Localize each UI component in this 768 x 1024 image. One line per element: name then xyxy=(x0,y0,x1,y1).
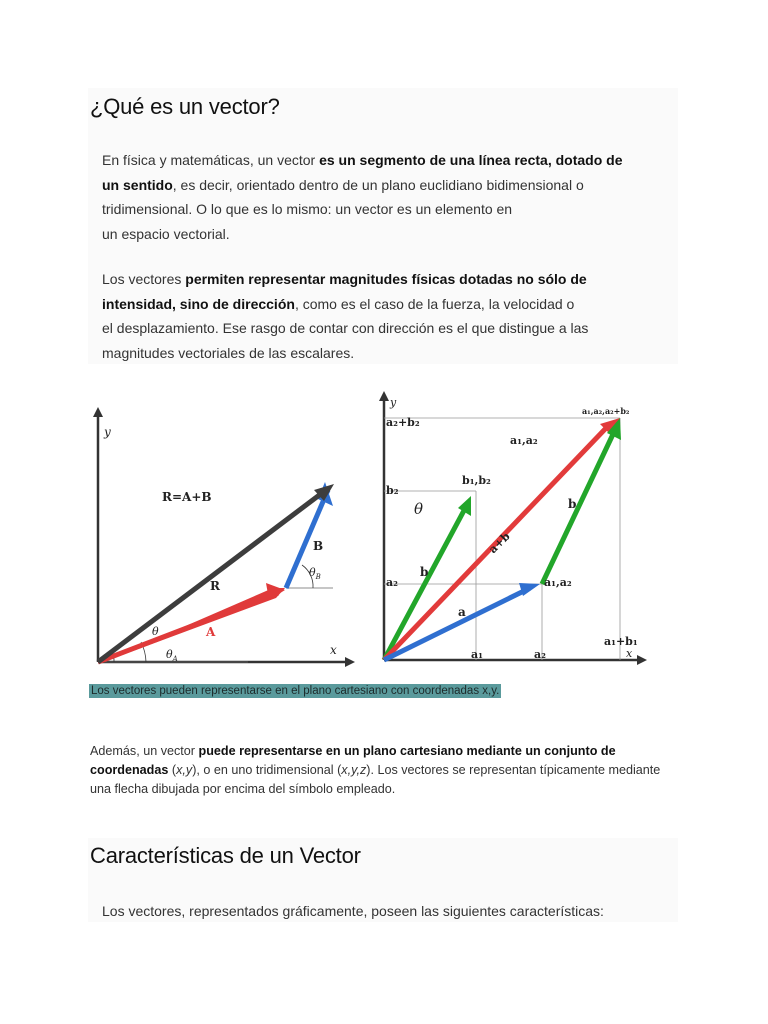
label-a-plus-b: a+b xyxy=(486,529,513,557)
figure-caption: Los vectores pueden representarse en el plano cartesiano con coordenadas x,y. xyxy=(91,685,500,697)
section2-heading: Características de un Vector xyxy=(90,843,361,868)
angle-theta-b-label: $\theta_B$ xyxy=(309,566,321,581)
paragraph-line: un espacio vectorial. xyxy=(102,225,230,242)
label-theta: θ xyxy=(414,500,424,518)
paragraph-line: tridimensional. O lo que es lo mismo: un vector es un elemento en xyxy=(102,201,513,218)
paragraph-line: En física y matemáticas, un vector es un segmento de una línea recta, dotado de xyxy=(102,152,623,168)
vector-r-label: R xyxy=(210,579,220,593)
paragraph-line: Los vectores permiten representar magnitudes físicas dotadas no sólo de xyxy=(102,271,587,287)
paragraph-line: intensidad, sino de dirección, como es el caso de la fuerza, la velocidad o xyxy=(102,295,575,312)
label-b2: b₂ xyxy=(386,484,399,497)
label-a2: a₂ xyxy=(386,576,398,589)
x-axis-label: x xyxy=(330,643,337,657)
axis-label-a1: a₁ xyxy=(471,648,483,661)
paragraph-line: el desplazamiento. Ese rasgo de contar con dirección es el que distingue a las xyxy=(102,320,589,337)
paragraph-line: un sentido, es decir, orientado dentro de un plano euclidiano bidimensional o xyxy=(102,176,584,193)
x-axis-label: x xyxy=(626,647,633,660)
vector-b-right xyxy=(542,430,615,584)
label-a1-a2-top: a₁,a₂ xyxy=(510,434,538,447)
vector-b-label: B xyxy=(313,539,324,553)
section1-paragraph-1 xyxy=(102,148,682,246)
y-axis-label: y xyxy=(104,425,111,439)
label-a: a xyxy=(458,605,466,619)
vector-a-shaft xyxy=(98,593,278,662)
label-b-left: b xyxy=(420,565,429,579)
vector-a-label: A xyxy=(206,625,216,639)
corner-label: a₁,a₂,a₂+b₂ xyxy=(582,406,630,416)
coordinates-paragraph: Además, un vector puede representarse en un plano cartesiano mediante un conjunto de coordenadas (x,y), o en uno tridimensional (x,y,z). Los vectores se representan típicamente mediante una flecha dibujada por encima del símbolo empleado. xyxy=(90,744,661,796)
label-a1-plus-b1: a₁+b₁ xyxy=(604,635,638,648)
axis-label-a2: a₂ xyxy=(534,648,546,661)
label-b1-b2: b₁,b₂ xyxy=(462,474,491,487)
label-b-right: b xyxy=(568,497,577,511)
section1-paragraph-2 xyxy=(102,267,682,365)
vector-sum-figure xyxy=(88,400,358,672)
label-a2-plus-b2: a₂+b₂ xyxy=(386,416,420,429)
y-axis-label: y xyxy=(390,396,397,409)
equation-label: R=A+B xyxy=(162,490,212,504)
section2-intro: Los vectores, representados gráficamente, poseen las siguientes características: xyxy=(102,903,604,919)
angle-theta-a-label: $\theta_A$ xyxy=(166,648,178,663)
paragraph-line: magnitudes vectoriales de las escalares. xyxy=(102,344,355,361)
label-a1-a2-mid: a₁,a₂ xyxy=(544,576,572,589)
angle-theta-label: θ xyxy=(152,625,159,638)
vector-components-figure xyxy=(370,388,650,674)
section1-heading: ¿Qué es un vector? xyxy=(90,94,280,119)
